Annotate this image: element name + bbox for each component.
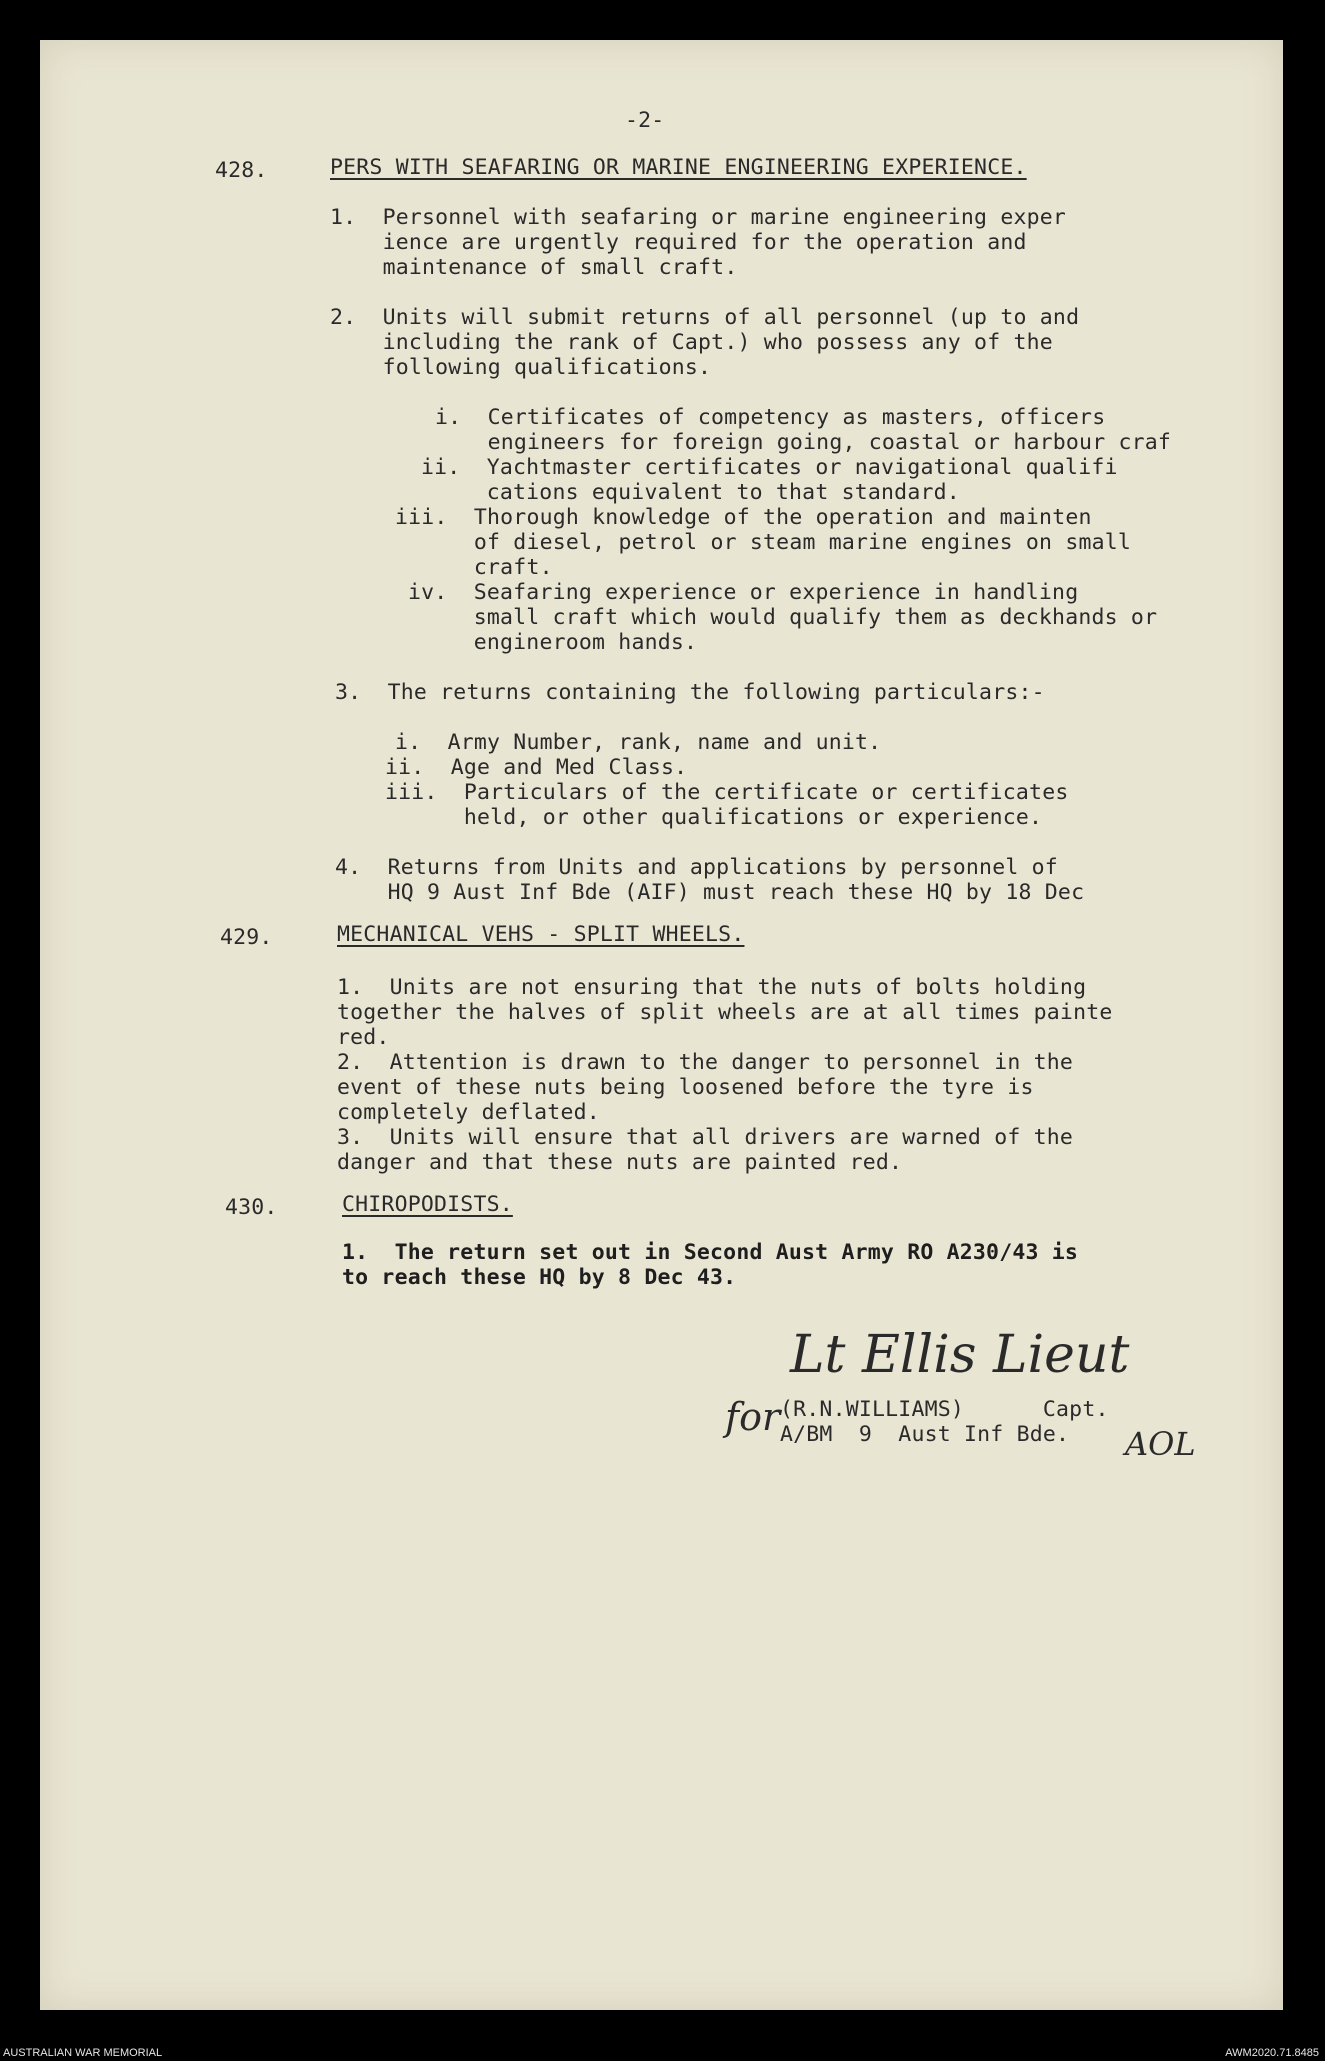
section-number: 428.	[215, 158, 268, 183]
handwritten-signature: Lt Ellis Lieut	[790, 1325, 1130, 1385]
paragraph-line: including the rank of Capt.) who possess any of the	[330, 330, 1053, 355]
list-item-line: iii. Particulars of the certificate or certificates	[385, 780, 1069, 805]
paragraph-line: event of these nuts being loosened before the tyre is	[337, 1075, 1034, 1100]
handwritten-initials: AOL	[1125, 1425, 1196, 1463]
paragraph-line: danger and that these nuts are painted red.	[337, 1150, 903, 1175]
paragraph-line: 1. Personnel with seafaring or marine engineering exper	[330, 205, 1067, 230]
section-heading: PERS WITH SEAFARING OR MARINE ENGINEERING EXPERIENCE.	[330, 155, 1027, 180]
signatory-name: (R.N.WILLIAMS) Capt.	[780, 1397, 1109, 1422]
list-item-line: i. Army Number, rank, name and unit.	[395, 730, 882, 755]
section-number: 430.	[225, 1195, 278, 1220]
list-item-line: ii. Age and Med Class.	[385, 755, 688, 780]
signatory-title: A/BM 9 Aust Inf Bde.	[780, 1422, 1070, 1447]
paragraph-line: 1. Units are not ensuring that the nuts of bolts holding	[337, 975, 1087, 1000]
list-item-line: of diesel, petrol or steam marine engines on small	[395, 530, 1132, 555]
paragraph-line: 3. The returns containing the following particulars:-	[335, 680, 1045, 705]
paragraph-line: 3. Units will ensure that all drivers are warned of the	[337, 1125, 1074, 1150]
list-item-line: small craft which would qualify them as deckhands or	[408, 605, 1158, 630]
section-number: 429.	[220, 925, 273, 950]
paragraph-line: completely deflated.	[337, 1100, 600, 1125]
paragraph-line: together the halves of split wheels are at all times painte	[337, 1000, 1113, 1025]
list-item-line: iv. Seafaring experience or experience in handling	[408, 580, 1079, 605]
paragraph-line: red.	[337, 1025, 390, 1050]
section-heading: CHIROPODISTS.	[342, 1192, 513, 1217]
paragraph-line: HQ 9 Aust Inf Bde (AIF) must reach these HQ by 18 Dec	[335, 880, 1085, 905]
handwritten-for: for	[725, 1395, 781, 1439]
page-number: -2-	[625, 108, 665, 133]
list-item-line: engineers for foreign going, coastal or harbour craf	[435, 430, 1172, 455]
paragraph-line: 2. Attention is drawn to the danger to personnel in the	[337, 1050, 1074, 1075]
list-item-line: cations equivalent to that standard.	[421, 480, 960, 505]
list-item-line: held, or other qualifications or experience.	[385, 805, 1043, 830]
section-heading: MECHANICAL VEHS - SPLIT WHEELS.	[337, 922, 745, 947]
paragraph-line: to reach these HQ by 8 Dec 43.	[342, 1265, 737, 1290]
list-item-line: engineroom hands.	[408, 630, 698, 655]
list-item-line: iii. Thorough knowledge of the operation and mainten	[395, 505, 1092, 530]
paragraph-line: 1. The return set out in Second Aust Army RO A230/43 is	[342, 1240, 1079, 1265]
paragraph-line: maintenance of small craft.	[330, 255, 738, 280]
paragraph-line: 2. Units will submit returns of all personnel (up to and	[330, 305, 1080, 330]
list-item-line: i. Certificates of competency as masters, officers	[435, 405, 1106, 430]
paragraph-line: 4. Returns from Units and applications by personnel of	[335, 855, 1058, 880]
list-item-line: craft.	[395, 555, 553, 580]
paragraph-line: following qualifications.	[330, 355, 712, 380]
paragraph-line: ience are urgently required for the operation and	[330, 230, 1027, 255]
document-page	[40, 40, 1283, 2010]
footer-left: AUSTRALIAN WAR MEMORIAL	[3, 2047, 163, 2059]
footer-right: AWM2020.71.8485	[1225, 2047, 1319, 2059]
list-item-line: ii. Yachtmaster certificates or navigational qualifi	[421, 455, 1118, 480]
